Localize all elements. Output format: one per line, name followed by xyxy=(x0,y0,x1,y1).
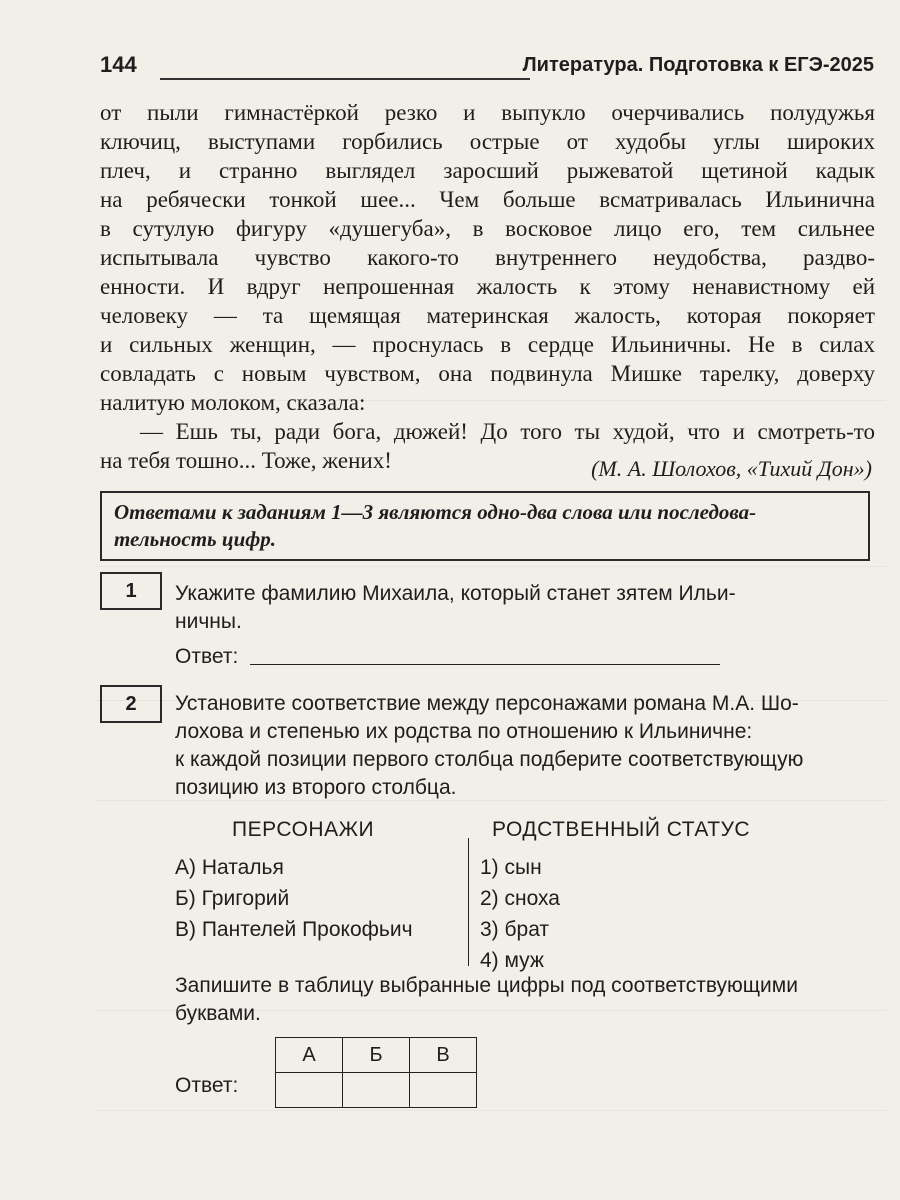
instruction-box xyxy=(100,491,870,561)
answer-grid xyxy=(275,1037,477,1108)
instruction-text xyxy=(114,499,856,553)
bleed-through-line xyxy=(96,1110,886,1111)
grid-answer-cell-a[interactable] xyxy=(276,1073,343,1108)
status-item: 4) муж xyxy=(480,949,544,972)
character-item: Б) Григорий xyxy=(175,887,290,910)
excerpt-line: ключиц, выступами горбились острые от худобы углы широких xyxy=(100,129,875,154)
task-line: лохова и степенью их родства по отношению к Ильиничне: xyxy=(175,720,753,743)
task-line: буквами. xyxy=(175,1002,261,1025)
excerpt-line: в сутулую фигуру «душегуба», в восковое лицо его, тем сильнее xyxy=(100,216,875,241)
task-number-1: 1 xyxy=(100,572,162,610)
bleed-through-line xyxy=(96,566,886,567)
status-item: 3) брат xyxy=(480,918,550,941)
excerpt-line: — Ешь ты, ради бога, дюжей! До того ты худой, что и смотреть-то xyxy=(140,419,875,444)
excerpt-line: совладать с новым чувством, она подвинула Мишке тарелку, доверху xyxy=(100,361,875,386)
task-line: к каждой позиции первого столбца подберите соответствующую xyxy=(175,748,804,771)
task-line: ничны. xyxy=(175,610,242,633)
page-number: 144 xyxy=(100,52,137,77)
header-rule xyxy=(160,78,530,80)
excerpt-line: на ребячески тонкой шее... Чем больше всматривалась Ильинична xyxy=(100,187,875,212)
status-item: 2) сноха xyxy=(480,887,560,910)
grid-letter-v: В xyxy=(410,1038,477,1073)
task-line: Запишите в таблицу выбранные цифры под соответствующими xyxy=(175,974,798,997)
task-line: позицию из второго столбца. xyxy=(175,776,457,799)
status-item: 1) сын xyxy=(480,856,542,879)
grid-letter-b: Б xyxy=(343,1038,410,1073)
running-title: Литература. Подготовка к ЕГЭ-2025 xyxy=(522,54,874,76)
characters-list xyxy=(175,852,413,945)
excerpt-line: на тебя тошно... Тоже, жених! xyxy=(100,448,392,473)
excerpt-line: от пыли гимнастёркой резко и выпукло очерчивались полудужья xyxy=(100,100,875,125)
instruction-line: тельность цифр. xyxy=(114,527,277,551)
grid-answer-cell-b[interactable] xyxy=(343,1073,410,1108)
task-line: Укажите фамилию Михаила, который станет зятем Ильи- xyxy=(175,582,736,605)
task-2-answer-label: Ответ: xyxy=(175,1074,239,1097)
excerpt-line: енности. И вдруг непрошенная жалость к этому ненавистному ей xyxy=(100,274,875,299)
answer-grid-input-row xyxy=(276,1073,477,1108)
grid-letter-a: А xyxy=(276,1038,343,1073)
grid-answer-cell-v[interactable] xyxy=(410,1073,477,1108)
literary-excerpt xyxy=(100,98,875,475)
instruction-line: Ответами к заданиям 1—3 являются одно-два слова или последова- xyxy=(114,500,757,524)
task-2-text xyxy=(175,690,875,802)
task-line: Установите соответствие между персонажами романа М.А. Шо- xyxy=(175,692,799,715)
character-item: В) Пантелей Прокофьич xyxy=(175,918,413,941)
task-2-fill-instruction xyxy=(175,972,875,1028)
excerpt-line: плеч, и странно выглядел заросший рыжеватой щетиной кадык xyxy=(100,158,875,183)
excerpt-line: налитую молоком, сказала: xyxy=(100,390,366,415)
task-number-2: 2 xyxy=(100,685,162,723)
task-1-answer-label: Ответ: xyxy=(175,645,239,668)
status-list xyxy=(480,852,560,976)
excerpt-line: человеку — та щемящая материнская жалость, которая покоряет xyxy=(100,303,875,328)
characters-column-header: ПЕРСОНАЖИ xyxy=(232,818,375,841)
excerpt-line: испытывала чувство какого-то внутреннего неудобства, раздво- xyxy=(100,245,875,270)
excerpt-attribution: (М. А. Шолохов, «Тихий Дон») xyxy=(591,456,872,481)
column-divider xyxy=(468,838,469,966)
answer-grid-header-row xyxy=(276,1038,477,1073)
task-1-answer-field[interactable] xyxy=(250,664,720,665)
task-1-text xyxy=(175,580,875,636)
character-item: А) Наталья xyxy=(175,856,284,879)
status-column-header: РОДСТВЕННЫЙ СТАТУС xyxy=(492,818,751,841)
excerpt-line: и сильных женщин, — проснулась в сердце Ильиничны. Не в силах xyxy=(100,332,875,357)
